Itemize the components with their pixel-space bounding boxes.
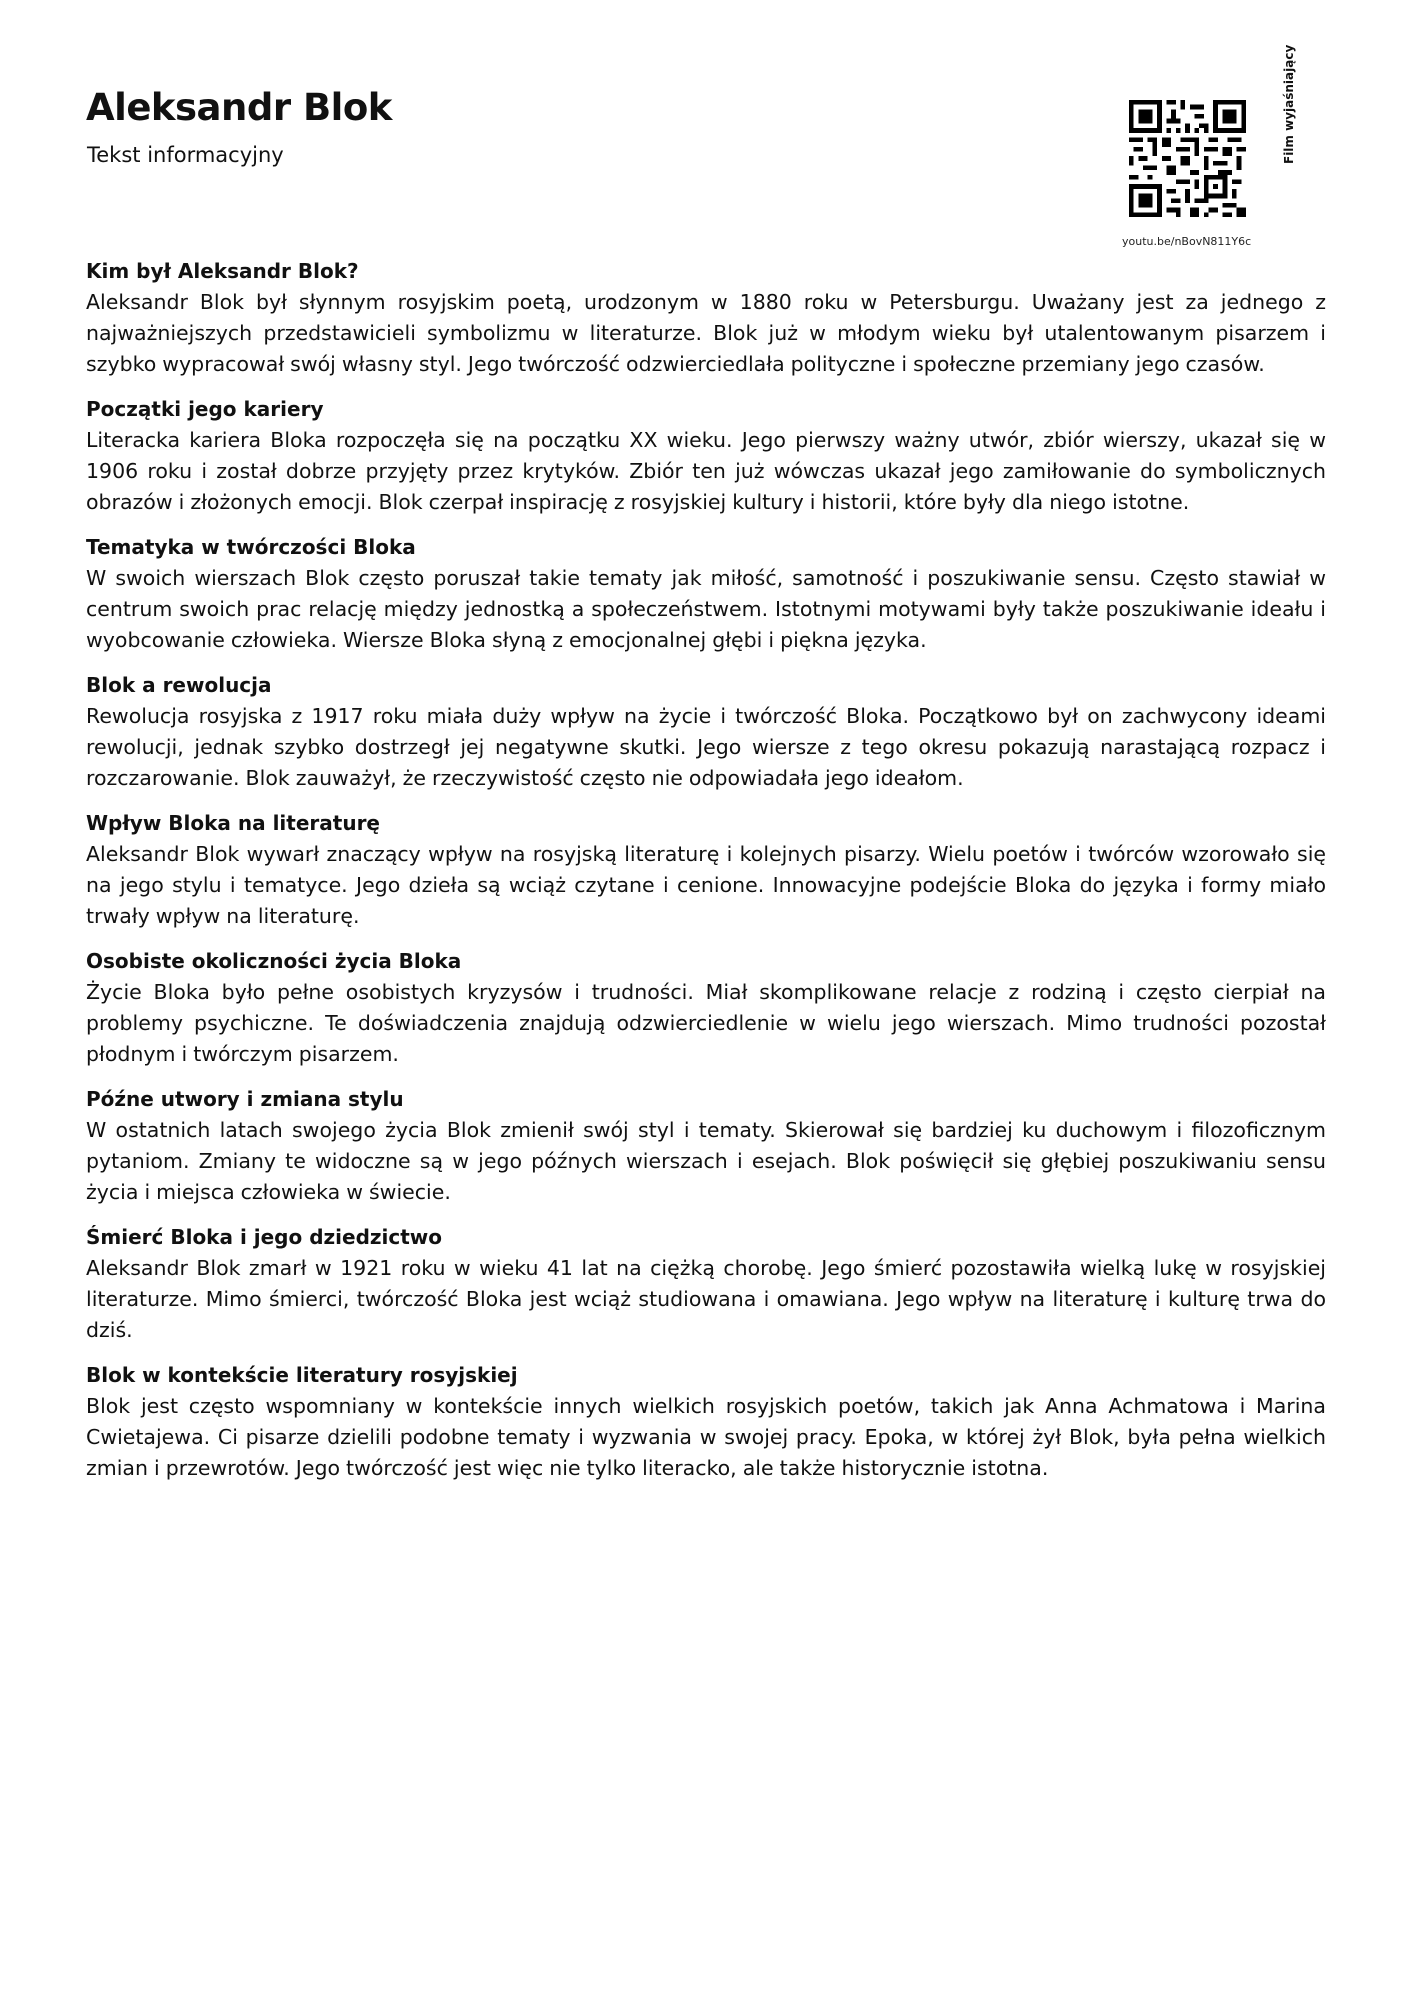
qr-side-label: Film wyjaśniający <box>1282 44 1296 164</box>
qr-block <box>1118 94 1288 254</box>
section-rewolucja <box>86 670 1326 794</box>
section-body: Blok jest często wspomniany w kontekście innych wielkich rosyjskich poetów, takich jak Anna Achmatowa i Marina Cwietajewa. Ci pisarze dzielili podobne tematy i wyzwania w swojej pracy. Epoka, w której żył Blok, była pełna wielkich zmian i przewrotów. Jego twórczość jest więc nie tylko literacko, ale także historycznie istotna. <box>86 1394 1326 1480</box>
section-smierc <box>86 1222 1326 1346</box>
section-heading: Śmierć Bloka i jego dziedzictwo <box>86 1225 443 1249</box>
section-osobiste <box>86 946 1326 1070</box>
section-body: Aleksandr Blok wywarł znaczący wpływ na rosyjską literaturę i kolejnych pisarzy. Wielu poetów i twórców wzorowało się na jego stylu i tematyce. Jego dzieła są wciąż czytane i cenione. Innowacyjne podejście Bloka do języka i formy miało trwały wpływ na literaturę. <box>86 842 1326 928</box>
section-kontekst <box>86 1360 1326 1484</box>
qr-code-icon[interactable] <box>1129 100 1246 217</box>
section-body: W swoich wierszach Blok często poruszał takie tematy jak miłość, samotność i poszukiwanie sensu. Często stawiał w centrum swoich prac relację między jednostką a społeczeństwem. Istotnymi motywami były także poszukiwanie ideału i wyobcowanie człowieka. Wiersze Bloka słyną z emocjonalnej głębi i piękna języka. <box>86 566 1326 652</box>
section-heading: Blok a rewolucja <box>86 673 272 697</box>
section-heading: Osobiste okoliczności życia Bloka <box>86 949 462 973</box>
section-body: W ostatnich latach swojego życia Blok zmienił swój styl i tematy. Skierował się bardziej ku duchowym i filozoficznym pytaniom. Zmiany te widoczne są w jego późnych wierszach i esejach. Blok poświęcił się głębiej poszukiwaniu sensu życia i miejsca człowieka w świecie. <box>86 1118 1326 1204</box>
section-body: Życie Bloka było pełne osobistych kryzysów i trudności. Miał skomplikowane relacje z rodziną i często cierpiał na problemy psychiczne. Te doświadczenia znajdują odzwierciedlenie w wielu jego wierszach. Mimo trudności pozostał płodnym i twórczym pisarzem. <box>86 980 1326 1066</box>
section-heading: Początki jego kariery <box>86 397 324 421</box>
qr-url[interactable]: youtu.be/nBovN811Y6c <box>1122 235 1252 248</box>
section-tematyka <box>86 532 1326 656</box>
section-heading: Tematyka w twórczości Bloka <box>86 535 416 559</box>
section-body: Literacka kariera Bloka rozpoczęła się na początku XX wieku. Jego pierwszy ważny utwór, zbiór wierszy, ukazał się w 1906 roku i został dobrze przyjęty przez krytyków. Zbiór ten już wówczas ukazał jego zamiłowanie do symbolicznych obrazów i złożonych emocji. Blok czerpał inspirację z rosyjskiej kultury i historii, które były dla niego istotne. <box>86 428 1326 514</box>
page-subtitle: Tekst informacyjny <box>87 143 284 167</box>
section-body: Rewolucja rosyjska z 1917 roku miała duży wpływ na życie i twórczość Bloka. Początkowo był on zachwycony ideami rewolucji, jednak szybko dostrzegł jej negatywne skutki. Jego wiersze z tego okresu pokazują narastającą rozpacz i rozczarowanie. Blok zauważył, że rzeczywistość często nie odpowiadała jego ideałom. <box>86 704 1326 790</box>
page-title: Aleksandr Blok <box>86 86 392 129</box>
section-heading: Późne utwory i zmiana stylu <box>86 1087 404 1111</box>
section-poczatki-kariery <box>86 394 1326 518</box>
section-wplyw <box>86 808 1326 932</box>
section-body: Aleksandr Blok był słynnym rosyjskim poetą, urodzonym w 1880 roku w Petersburgu. Uważany jest za jednego z najważniejszych przedstawicieli symbolizmu w literaturze. Blok już w młodym wieku był utalentowanym pisarzem i szybko wypracował swój własny styl. Jego twórczość odzwierciedlała polityczne i społeczne przemiany jego czasów. <box>86 290 1326 376</box>
section-kim-byl <box>86 256 1326 380</box>
section-heading: Wpływ Bloka na literaturę <box>86 811 380 835</box>
section-pozne-utwory <box>86 1084 1326 1208</box>
section-heading: Blok w kontekście literatury rosyjskiej <box>86 1363 518 1387</box>
section-body: Aleksandr Blok zmarł w 1921 roku w wieku 41 lat na ciężką chorobę. Jego śmierć pozostawiła wielką lukę w rosyjskiej literaturze. Mimo śmierci, twórczość Bloka jest wciąż studiowana i omawiana. Jego wpływ na literaturę i kulturę trwa do dziś. <box>86 1256 1326 1342</box>
document-content <box>86 256 1326 1498</box>
section-heading: Kim był Aleksandr Blok? <box>86 259 359 283</box>
